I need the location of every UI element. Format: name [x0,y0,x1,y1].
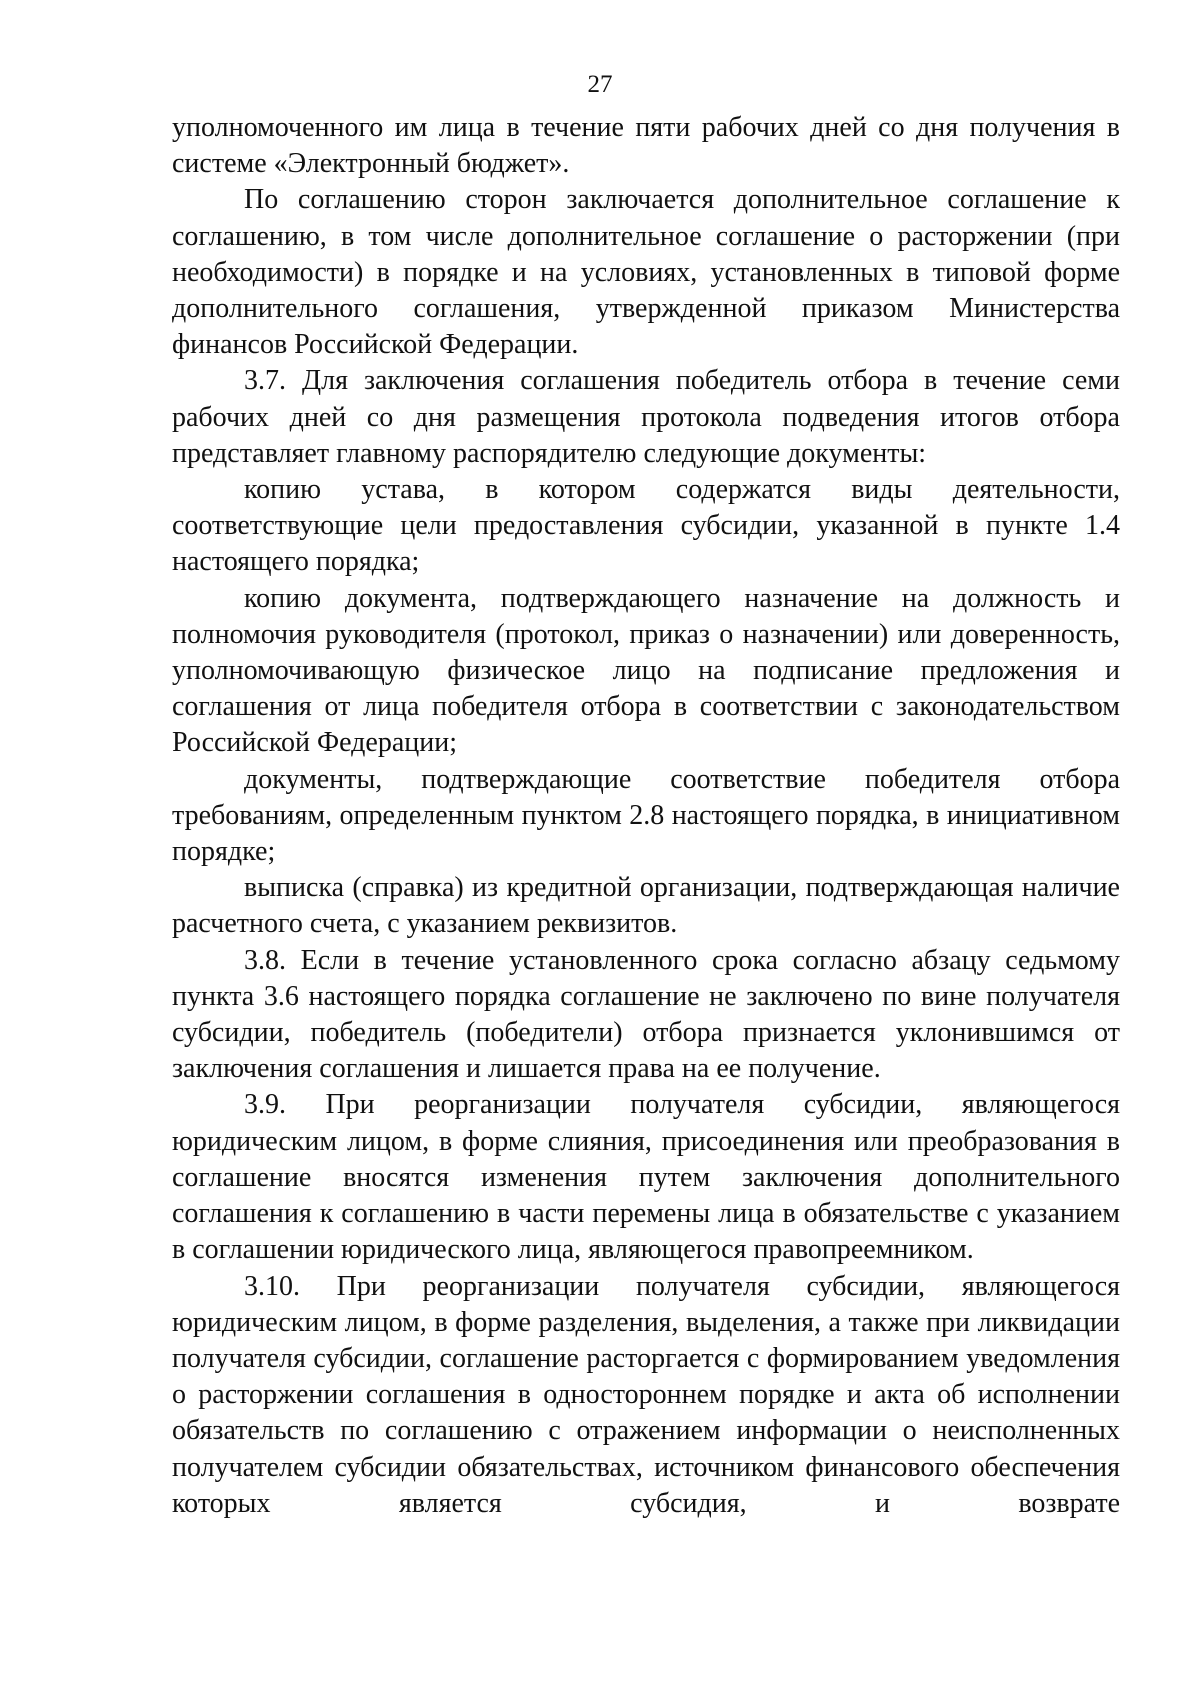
list-item-appointment-document: копию документа, подтверждающего назначение на должность и полномочия руководителя (протокол, приказ о назначении) или доверенность, уполномочивающую физическое лицо на подписание предложения и соглашения от лица победителя отбора в соответствии с законодательством Российской Федерации; [172,582,1120,759]
document-body [172,110,1120,1522]
list-item-charter-copy: копию устава, в котором содержатся виды деятельности, соответствующие цели предоставления субсидии, указанной в пункте 1.4 настоящего порядка; [172,474,1120,578]
list-item-bank-statement: выписка (справка) из кредитной организации, подтверждающая наличие расчетного счета, с указанием реквизитов. [172,872,1120,940]
paragraph-3-7: 3.7. Для заключения соглашения победитель отбора в течение семи рабочих дней со дня размещения протокола подведения итогов отбора представляет главному распорядителю следующие документы: [172,365,1120,469]
list-item-compliance-documents: документы, подтверждающие соответствие победителя отбора требованиям, определенным пунктом 2.8 настоящего порядка, в инициативном порядке; [172,763,1120,868]
paragraph-3-10: 3.10. При реорганизации получателя субсидии, являющегося юридическим лицом, в форме разделения, выделения, а также при ликвидации получателя субсидии, соглашение расторгается с формированием уведомления о расторжении соглашения в одностороннем порядке и акта об исполнении обязательств по соглашению с отражением информации о неисполненных получателем субсидии обязательствах, источником финансового обеспечения которых является субсидия, и возврате [172,1270,1120,1519]
page-number: 27 [587,71,613,98]
paragraph-continuation: уполномоченного им лица в течение пяти рабочих дней со дня получения в системе «Электронный бюджет». [172,112,1120,180]
paragraph-3-9: 3.9. При реорганизации получателя субсидии, являющегося юридическим лицом, в форме слияния, присоединения или преобразования в соглашение вносятся изменения путем заключения дополнительного соглашения к соглашению в части перемены лица в обязательстве с указанием в соглашении юридического лица, являющегося правопреемником. [172,1089,1120,1266]
paragraph-additional-agreement: По соглашению сторон заключается дополнительное соглашение к соглашению, в том числе дополнительное соглашение о расторжении (при необходимости) в порядке и на условиях, установленных в типовой форме дополнительного соглашения, утвержденной приказом Министерства финансов Российской Федерации. [172,184,1120,361]
paragraph-3-8: 3.8. Если в течение установленного срока согласно абзацу седьмому пункта 3.6 настоящего порядка соглашение не заключено по вине получателя субсидии, победитель (победители) отбора признается уклонившимся от заключения соглашения и лишается права на ее получение. [172,944,1120,1085]
